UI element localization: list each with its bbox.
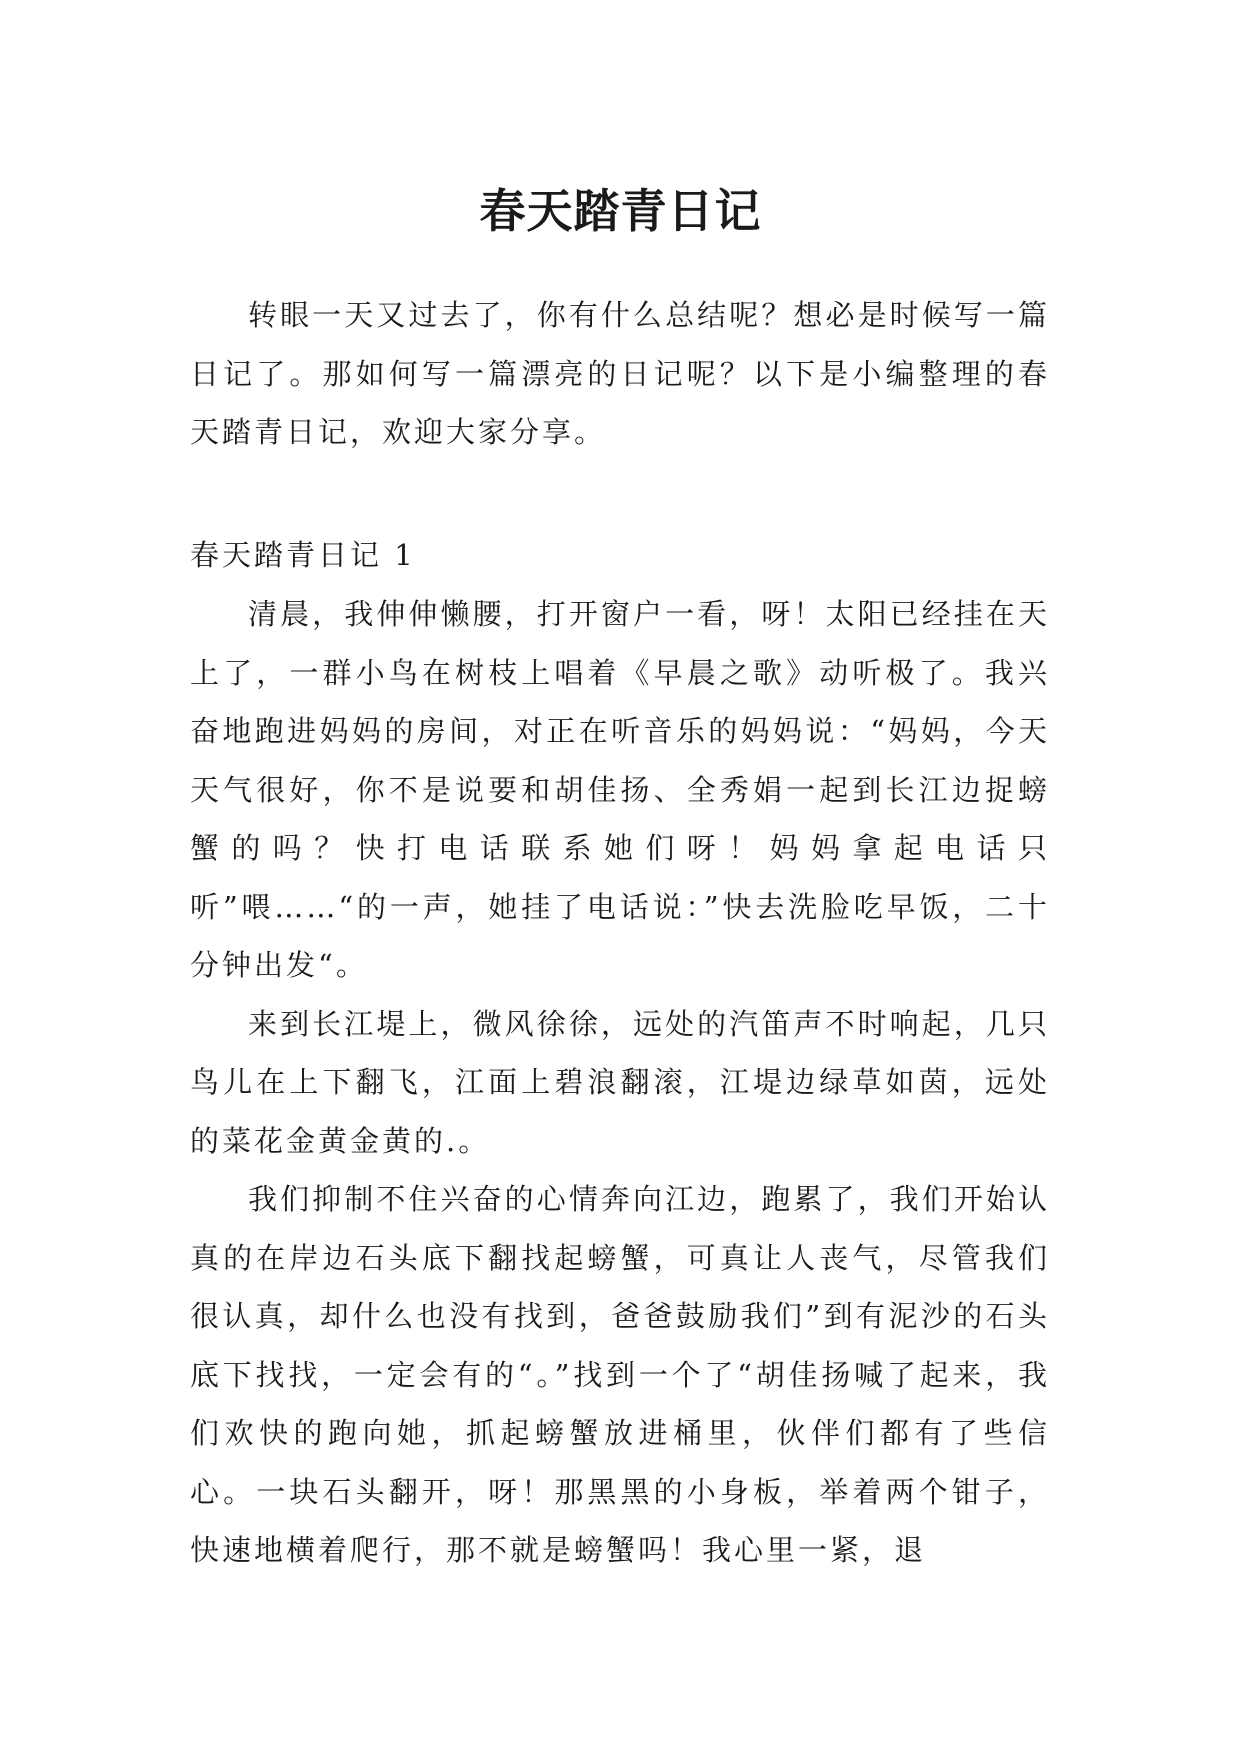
diary-paragraph: 清晨，我伸伸懒腰，打开窗户一看，呀！太阳已经挂在天上了，一群小鸟在树枝上唱着《早晨之歌》动听极了。我兴奋地跑进妈妈的房间，对正在听音乐的妈妈说：“妈妈，今天天气很好，你不是说要和胡佳扬、全秀娟一起到长江边捉螃蟹的吗？快打电话联系她们呀！妈妈拿起电话只听”喂……“的一声，她挂了电话说：”快去洗脸吃早饭，二十分钟出发“。 — [190, 597, 1050, 982]
intro-paragraph: 转眼一天又过去了，你有什么总结呢？想必是时候写一篇日记了。那如何写一篇漂亮的日记呢？以下是小编整理的春天踏青日记，欢迎大家分享。 — [190, 298, 1050, 449]
diary-body — [190, 585, 1050, 1580]
section-heading: 春天踏青日记 1 — [190, 538, 416, 572]
diary-paragraph: 来到长江堤上，微风徐徐，远处的汽笛声不时响起，几只鸟儿在上下翻飞，江面上碧浪翻滚，江堤边绿草如茵，远处的菜花金黄金黄的.。 — [190, 1006, 1050, 1158]
intro-section — [190, 286, 1050, 462]
document-title: 春天踏青日记 — [479, 183, 762, 238]
diary-paragraph: 我们抑制不住兴奋的心情奔向江边，跑累了，我们开始认真的在岸边石头底下翻找起螃蟹，可真让人丧气，尽管我们很认真，却什么也没有找到，爸爸鼓励我们”到有泥沙的石头底下找找，一定会有的“。”找到一个了“胡佳扬喊了起来，我们欢快的跑向她，抓起螃蟹放进桶里，伙伴们都有了些信心。一块石头翻开，呀！那黑黑的小身板，举着两个钳子，快速地横着爬行，那不就是螃蟹吗！我心里一紧，退 — [190, 1182, 1050, 1567]
